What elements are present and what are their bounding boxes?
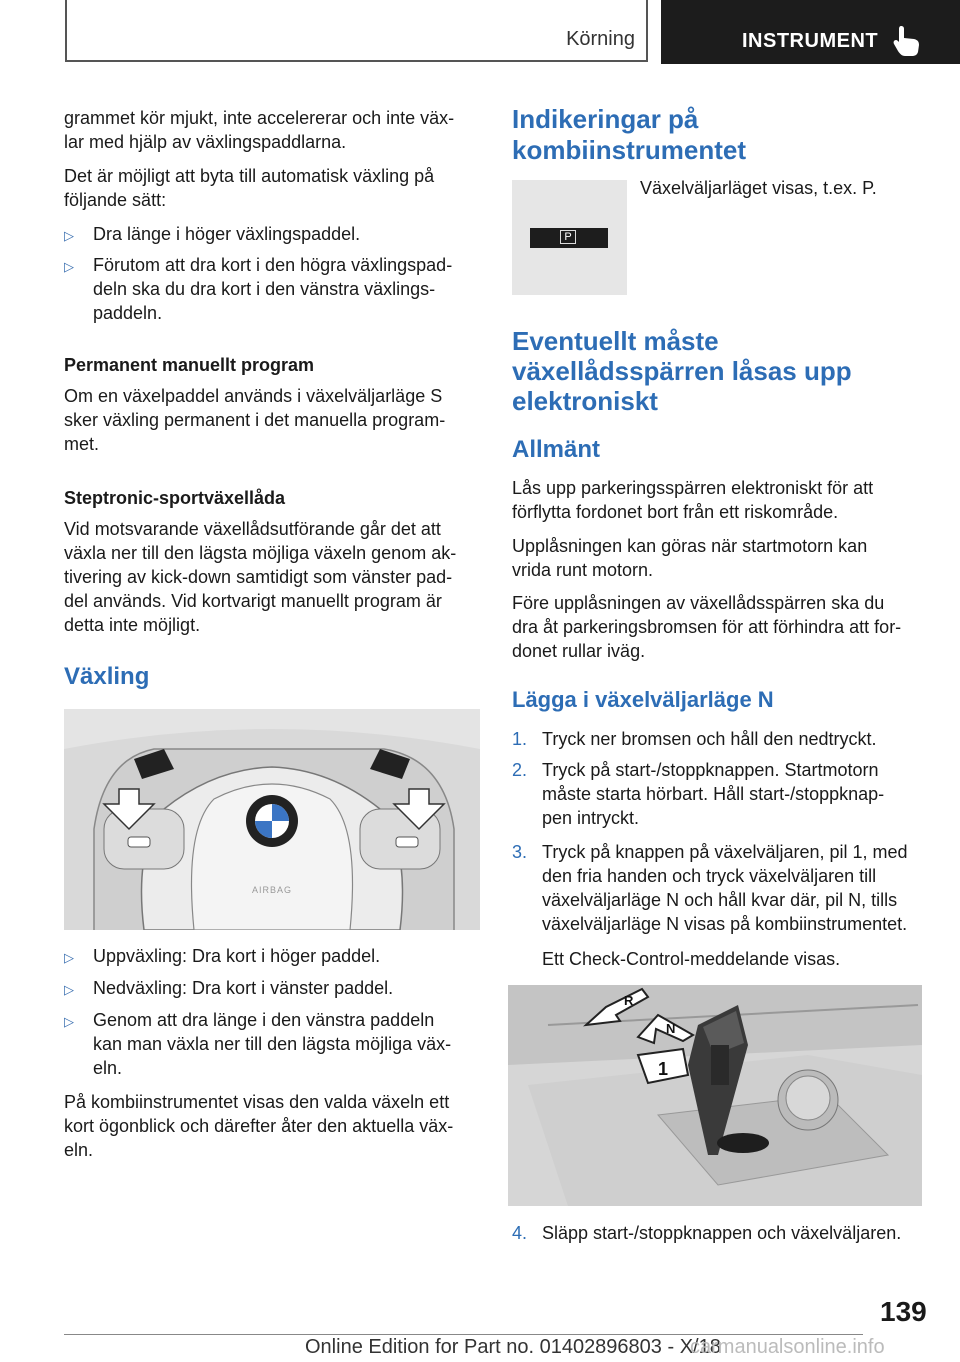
watermark: carmanualsonline.info	[690, 1336, 885, 1358]
section-title: Körning	[566, 28, 635, 50]
footer-divider	[64, 1334, 863, 1335]
paragraph: Om en växelpaddel används i växelväljarläge S sker växling permanent i det manuella program- met.	[64, 386, 446, 454]
paragraph: Upplåsningen kan göras när startmotorn kan vrida runt motorn.	[512, 536, 868, 580]
paragraph: grammet kör mjukt, inte accelererar och inte väx- lar med hjälp av växlingspaddlarna.	[64, 108, 455, 152]
pointing-hand-icon	[892, 24, 922, 56]
subsection-heading: Lägga i växelväljarläge N	[512, 687, 774, 712]
paragraph: Det är möjligt att byta till automatisk växling på följande sätt:	[64, 166, 435, 210]
subheading: Permanent manuellt program	[64, 355, 315, 375]
section-heading: Indikeringar på kombiinstrumentet	[512, 104, 747, 165]
label-r: R	[624, 993, 634, 1008]
edition-text: Online Edition for Part no. 01402896803 - X/18	[305, 1336, 721, 1358]
triangle-bullet-icon: ▷	[64, 950, 74, 965]
display-bar	[530, 228, 608, 248]
label-n: N	[666, 1021, 676, 1036]
triangle-bullet-icon: ▷	[64, 259, 74, 274]
triangle-bullet-icon: ▷	[64, 1014, 74, 1029]
triangle-bullet-icon: ▷	[64, 228, 74, 243]
step-note: Ett Check-Control-meddelande visas.	[542, 949, 841, 969]
paragraph: Växelväljarläget visas, t.ex. P.	[640, 178, 877, 198]
triangle-bullet-icon: ▷	[64, 982, 74, 997]
numbered-step: 3. Tryck på knappen på växelväljaren, pil 1, med den fria handen och tryck växelväljaren till växelväljarläge N och håll kvar där, pil N, tills växelväljarläge N visas på kombiinstrumentet.	[512, 842, 908, 934]
gear-selector-image	[508, 985, 922, 1206]
paragraph: Vid motsvarande växellådsutförande går det att växla ner till den lägsta möjliga växeln genom ak- tivering av kick-down samtidigt som vänster pad- del används. Vid kortvarigt manuellt program är detta inte möjligt.	[64, 519, 457, 635]
section-heading: Eventuellt måste växellådsspärren låsas upp elektroniskt	[512, 326, 852, 416]
gear-display-image	[512, 180, 627, 295]
numbered-step: 2. Tryck på start-/stoppknappen. Startmotorn måste starta hörbart. Håll start-/stoppknap- pen intryckt.	[512, 760, 885, 828]
section-heading: Växling	[64, 663, 150, 690]
paragraph: Lås upp parkeringsspärren elektroniskt för att förflytta fordonet bort från ett riskområde.	[512, 478, 874, 522]
steering-wheel-image	[64, 709, 480, 930]
airbag-label: AIRBAG	[251, 885, 293, 895]
label-1: 1	[658, 1059, 669, 1079]
paragraph: Före upplåsningen av växellådsspärren ska du dra åt parkeringsbromsen för att förhindra att for- donet rullar iväg.	[512, 593, 902, 661]
bullet-item: ▷ Förutom att dra kort i den högra växlingspad- deln ska du dra kort i den vänstra växlings- paddeln.	[64, 255, 453, 323]
page-number: 139	[880, 1296, 927, 1327]
subheading: Steptronic-sportväxellåda	[64, 488, 286, 508]
gear-indicator: P	[560, 230, 576, 244]
chapter-title: INSTRUMENT	[742, 30, 879, 52]
numbered-step: 4. Släpp start-/stoppknappen och växelväljaren.	[512, 1223, 902, 1243]
subsection-heading: Allmänt	[512, 436, 601, 463]
numbered-step: 1. Tryck ner bromsen och håll den nedtryckt.	[512, 729, 877, 749]
paragraph: På kombiinstrumentet visas den valda växeln ett kort ögonblick och därefter åter den aktuella väx- eln.	[64, 1092, 454, 1160]
